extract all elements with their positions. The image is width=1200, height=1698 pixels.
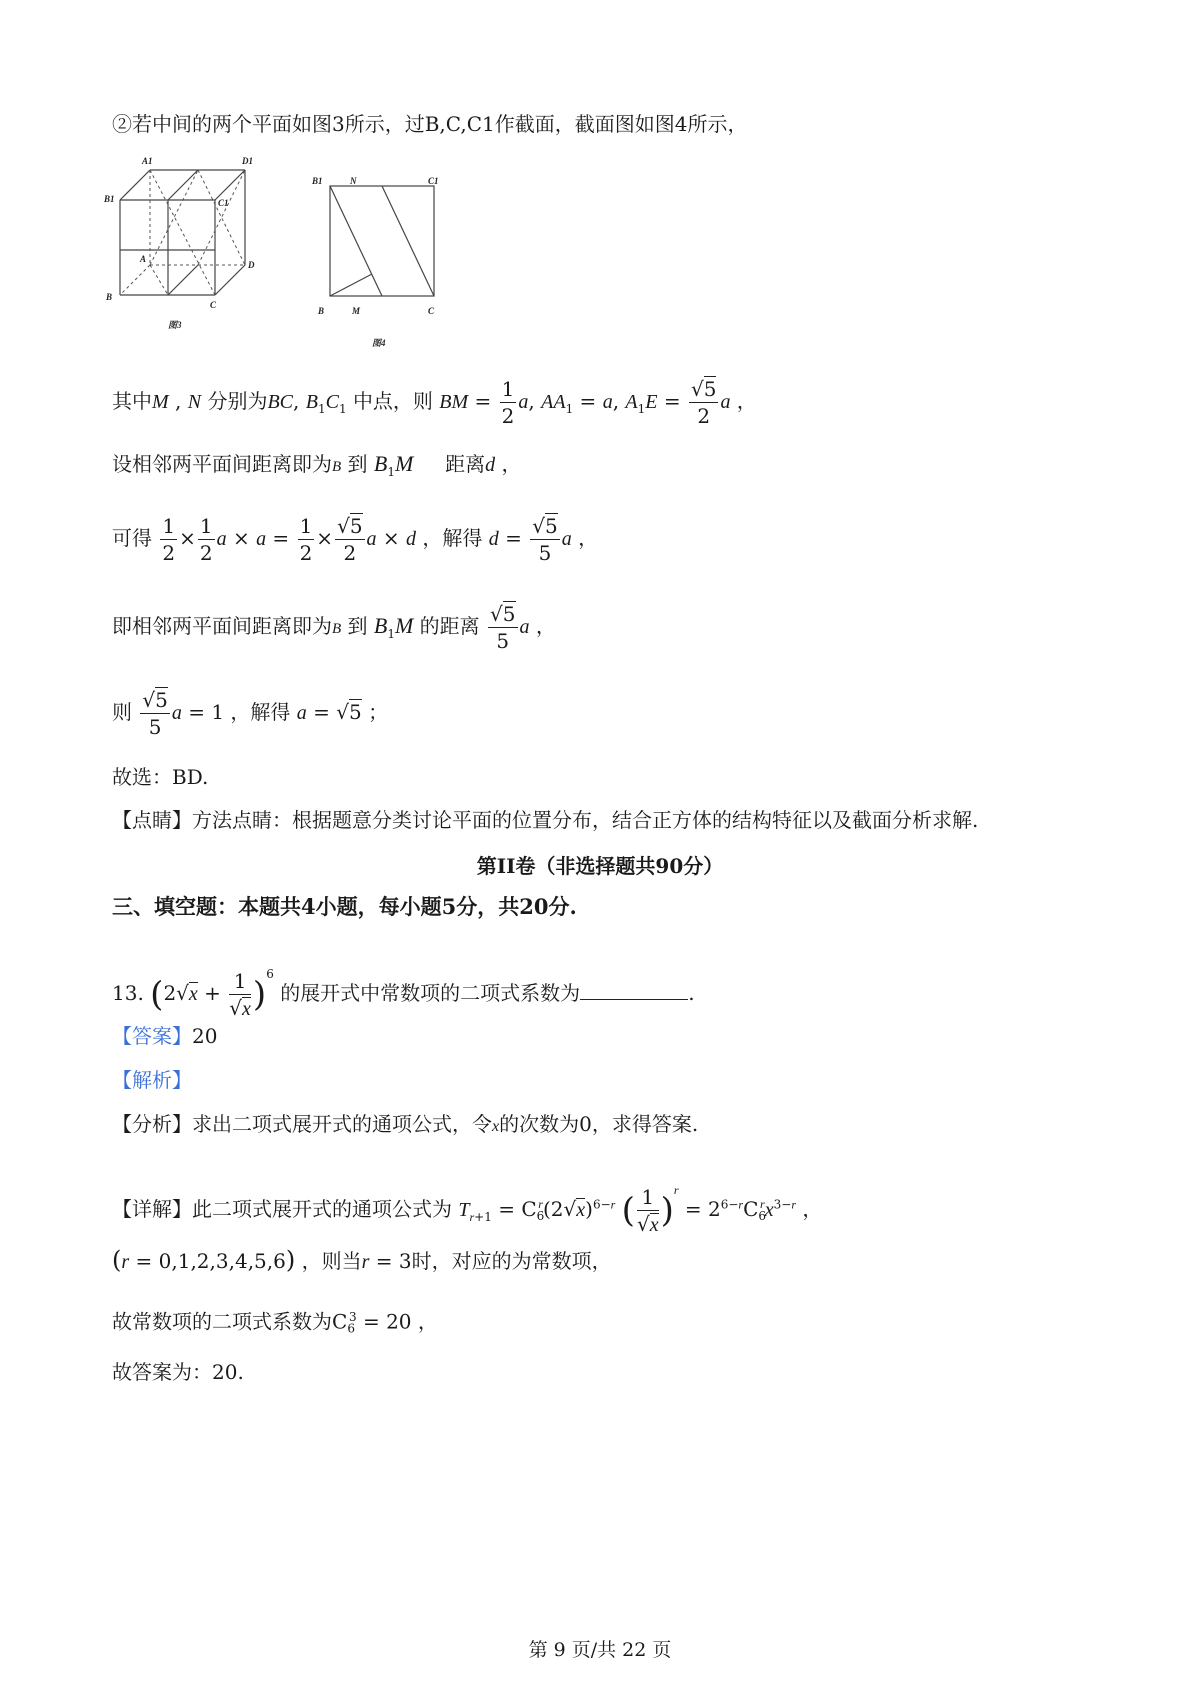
part-title: 第II卷（非选择题共90分） — [476, 854, 724, 878]
line-distance-result: 即相邻两平面间距离即为B 到 $B_1M$ 的距离 $\frac{√5}{5}$ a ， — [112, 602, 556, 653]
figure-4 — [310, 170, 450, 360]
line-distance-def: 设相邻两平面间距离即为B 到 $B_1M$ 距离d ， — [112, 451, 522, 479]
fig3-label-a1: A1 — [142, 156, 153, 166]
fig3-label-b1: B1 — [104, 194, 115, 204]
question-13: 13. (2√x + $\frac{1}{√x}$ )$^6$ 的展开式中常数项的二项式系数为 . — [112, 967, 695, 1020]
page-footer: 第 9 页/共 22 页 — [528, 1639, 672, 1661]
answer-label: 【答案】 — [112, 1024, 192, 1048]
answer-line — [112, 1024, 217, 1048]
xiangjie-line: 【详解】此二项式展开式的通项公式为 $T_{r+1} = C_6^r(2√x)^{6-r}$ ( $\frac{1}{√x}$ )$^r = 2^{6-r}C_6^rx^{3-r}$ ， — [112, 1183, 823, 1236]
fig3-label-c1: C1 — [218, 198, 229, 208]
section-title: 三、填空题：本题共4小题，每小题5分，共20分. — [112, 894, 577, 919]
fig4-caption: 图4 — [372, 338, 386, 348]
line-solve-a: 则 $\frac{√5}{5}$ a = 1 ，解得 a = √5 ； — [112, 688, 389, 739]
fig4-label-c1: C1 — [428, 176, 439, 186]
fig3-label-d: D — [248, 260, 255, 270]
fig4-label-n: N — [350, 176, 357, 186]
fig4-label-b1: B1 — [312, 176, 323, 186]
fig4-label-b: B — [318, 306, 325, 316]
answer-value: 20 — [192, 1024, 218, 1048]
answer-choice-line: 故选：BD. — [112, 765, 209, 789]
fig3-caption: 图3 — [168, 320, 182, 330]
r-range-line: (r = 0,1,2,3,4,5,6) ，则当r = 3时，对应的为常数项， — [112, 1246, 612, 1274]
final-answer-line: 故答案为：20. — [112, 1360, 244, 1384]
fig3-label-d1: D1 — [242, 156, 253, 166]
fig3-label-c: C — [210, 300, 217, 310]
coefficient-line: 故常数项的二项式系数为$C_6^3 = 20$ ， — [112, 1309, 438, 1336]
analysis-label: 【解析】 — [112, 1068, 192, 1092]
fig3-label-b: B — [106, 292, 113, 302]
fig4-label-c: C — [428, 306, 435, 316]
figure-3 — [100, 150, 290, 360]
answer-blank — [580, 981, 688, 1000]
tip-line: 【点睛】方法点睛：根据题意分类讨论平面的位置分布，结合正方体的结构特征以及截面分析求解. — [112, 808, 979, 832]
fig4-label-m: M — [352, 306, 361, 316]
fig3-label-a: A — [140, 254, 147, 264]
fenxi-line: 【分析】求出二项式展开式的通项公式，令x的次数为0，求得答案. — [112, 1112, 699, 1136]
intro-line: ②若中间的两个平面如图3所示，过B,C,C1作截面，截面图如图4所示， — [112, 112, 748, 136]
line-midpoints: 其中M , N 分别为BC, $B_1C_1$ 中点，则 BM = $\frac{1}{2}$ a, $AA_1 = a$, $A_1E$ = $\frac{√5}{2}$ a ， — [112, 377, 757, 428]
line-equation: 可得 $\frac{1}{2}$ × $\frac{1}{2}$ a × a = $\frac{1}{2}$ × $\frac{√5}{2}$ a × d ，解得 d = $\frac{√5}{5}$ a ， — [112, 514, 599, 565]
